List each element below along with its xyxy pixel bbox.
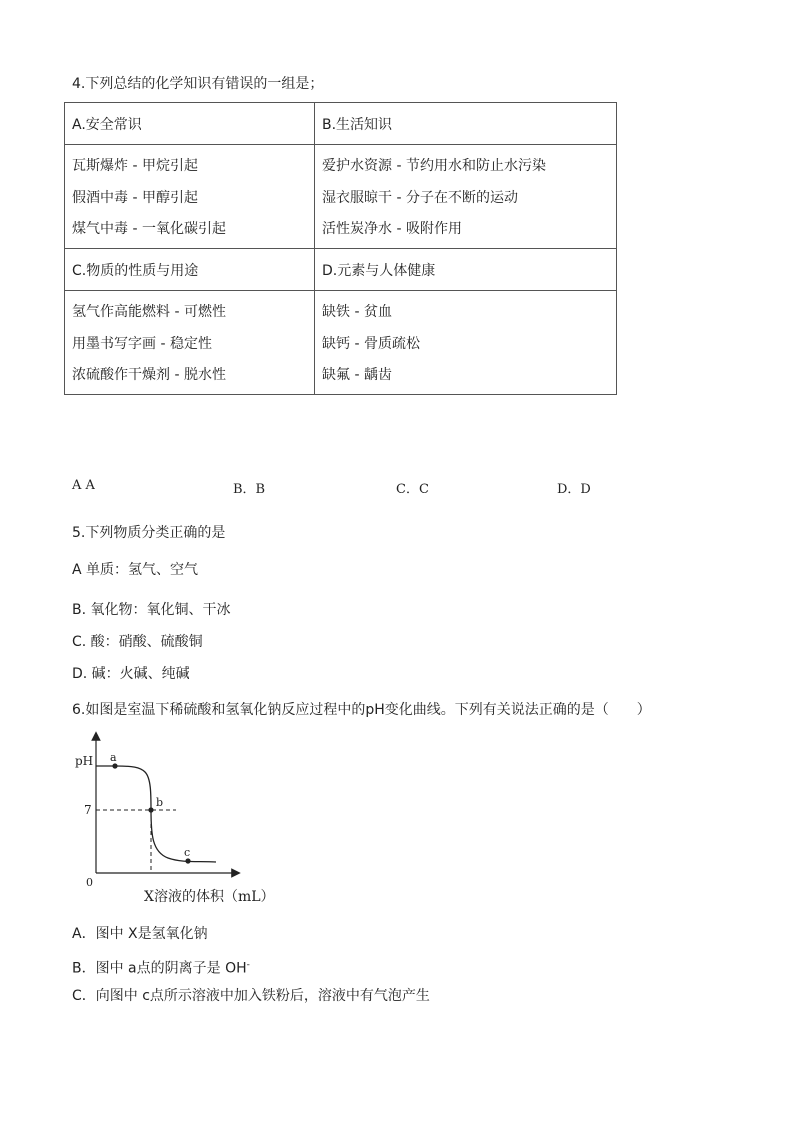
q4-choice-b[interactable]: B．B (233, 482, 266, 497)
q5-option-c[interactable]: C. 酸：硝酸、硫酸铜 (72, 634, 203, 650)
q4-choice-c[interactable]: C．C (396, 482, 429, 497)
cell-b-header: B.生活知识 (315, 103, 617, 145)
q4-stem: 4.下列总结的化学知识有错误的一组是； (72, 76, 324, 92)
point-b (148, 807, 153, 812)
q6-option-c[interactable]: C．向图中 c点所示溶液中加入铁粉后，溶液中有气泡产生 (72, 988, 430, 1004)
point-b-label: b (156, 796, 164, 809)
cell-a-header: A.安全常识 (65, 103, 315, 145)
cell-a-content (65, 145, 315, 249)
q6-option-a[interactable]: A．图中 X是氢氧化钠 (72, 926, 208, 942)
point-c-label: c (184, 846, 191, 859)
cell-d-header: D.元素与人体健康 (315, 249, 617, 291)
cell-b-content (315, 145, 617, 249)
q5-option-b[interactable]: B. 氧化物：氧化铜、干冰 (72, 602, 231, 618)
cell-b-line: 活性炭净水 - 吸附作用 (322, 221, 462, 237)
x-axis-label: X溶液的体积（mL） (144, 889, 275, 905)
cell-b-line: 爱护水资源 - 节约用水和防止水污染 (322, 158, 546, 174)
cell-c-line: 用墨书写字画 - 稳定性 (72, 335, 212, 352)
ph-curve-svg (70, 730, 310, 910)
cell-a-line: 瓦斯爆炸 - 甲烷引起 (72, 158, 198, 174)
q4-choice-a[interactable]: A A (72, 478, 95, 493)
cell-a-line: 煤气中毒 - 一氧化碳引起 (72, 221, 226, 237)
cell-d-line: 缺钙 - 骨质疏松 (322, 335, 420, 352)
cell-c-header: C.物质的性质与用途 (65, 249, 315, 291)
point-c (185, 858, 190, 863)
q6-option-b-superscript: - (246, 960, 250, 970)
point-a-label: a (110, 751, 117, 764)
q5-option-a[interactable]: A 单质：氢气、空气 (72, 562, 199, 578)
cell-d-content (315, 291, 617, 395)
cell-a-line: 假酒中毒 - 甲醇引起 (72, 189, 198, 206)
q6-stem: 6.如图是室温下稀硫酸和氢氧化钠反应过程中的pH变化曲线。下列有关说法正确的是（ ） (72, 702, 651, 718)
origin-label: 0 (86, 876, 93, 889)
q6-option-b[interactable] (72, 956, 250, 978)
q5-stem: 5.下列物质分类正确的是 (72, 525, 226, 541)
ph-curve-line (96, 766, 216, 862)
cell-b-line: 湿衣服晾干 - 分子在不断的运动 (322, 189, 518, 206)
y-tick-7: 7 (84, 803, 92, 817)
cell-c-line: 氢气作高能燃料 - 可燃性 (72, 304, 226, 320)
cell-c-content (65, 291, 315, 395)
cell-c-line: 浓硫酸作干燥剂 - 脱水性 (72, 367, 226, 383)
knowledge-table (64, 102, 617, 395)
q5-option-d[interactable]: D. 碱：火碱、纯碱 (72, 666, 190, 682)
cell-d-line: 缺铁 - 贫血 (322, 304, 392, 320)
q4-choice-d[interactable]: D．D (557, 482, 591, 497)
y-axis-label: pH (75, 754, 94, 768)
point-a (112, 763, 117, 768)
ph-curve-chart (70, 730, 310, 910)
q6-option-b-text: B．图中 a点的阴离子是 OH (72, 960, 247, 977)
cell-d-line: 缺氟 - 龋齿 (322, 367, 392, 383)
